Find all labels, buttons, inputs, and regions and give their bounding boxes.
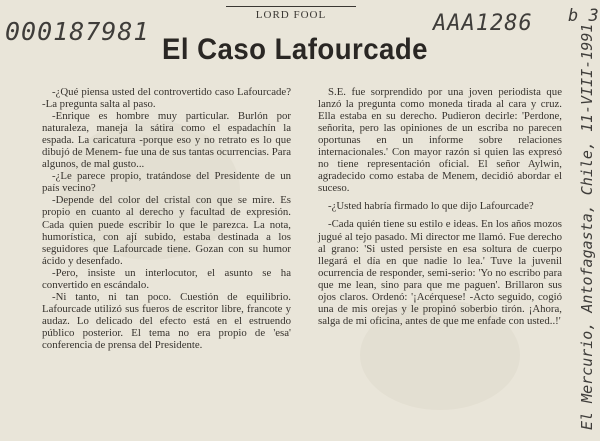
paragraph: -Enrique es hombre muy particular. Burlón por naturaleza, maneja la sátira como el espadachín la espada. La caricatura -porque eso y no retrato es lo que dibujó de Menem- fue una de sus tantas ocurrencias. Para algunos, de mal gusto... — [42, 110, 291, 171]
paragraph: -Ni tanto, ni tan poco. Cuestión de equilibrio. Lafourcade utilizó sus fueros de escritor libre, francote y audaz. Lo delicado del efecto está en el estruendo público posterior. El tema no era propio de 'esa' conferencia de prensa del Presidente. — [42, 290, 291, 351]
left-column — [42, 86, 291, 351]
paragraph: -Cada quién tiene su estilo e ideas. En los años mozos jugué al tejo pasado. Mi director me llamó. Fue derecho al grano: 'Si usted persiste en esa soltura de cuerpo llegará el día en que nadie lo lea.' Tuve la juvenil ocurrencia de responder, semi-serio: 'Yo no escribo para que me lean, sino para que me paguen'. Brillaron sus ojos claros. Ordenó: '¡Acérquese! -Acto seguido, cogió una de mis orejas y le propinó soberbio tirón. ¡Ahora, salga de mi oficina, antes de que me enfade con usted..!' — [318, 218, 562, 327]
paragraph: -Pero, insiste un interlocutor, el asunto se ha convertido en escándalo. — [42, 266, 291, 291]
paragraph: -¿Le parece propio, tratándose del Presidente de un país vecino? — [42, 170, 291, 195]
handwritten-margin-note: El Mercurio, Antofagasta, Chile, 11-VIII-1991 — [578, 23, 596, 430]
handwritten-id-left: 000187981 — [5, 17, 150, 46]
paragraph: S.E. fue sorprendido por una joven periodista que lanzó la pregunta como moneda tirada al cara y cruz. Ella estaba en su derecho. Pudieron decirle: 'Perdone, señorita, pero las opiniones de un escriba no parecen oportunas en un informe sobre relaciones internacionales.' Con mayor razón si quien las expresó no tiene representación oficial. El señor Aylwin, agradecido como estaba de Menem, decidió abordar el suceso. — [318, 86, 562, 195]
right-column — [318, 86, 562, 327]
handwritten-page-mark: b 3 — [568, 6, 599, 26]
headline: El Caso Lafourcade — [162, 33, 428, 66]
handwritten-id-right: AAA1286 — [433, 11, 533, 36]
paragraph: -¿Qué piensa usted del controvertido caso Lafourcade? -La pregunta salta al paso. — [42, 86, 291, 111]
paragraph: -Depende del color del cristal con que se mire. Es propio en cuanto al derecho y facultad de expresión. Cada quien puede escribir lo que le parezca. La nota, humorística, con ají subido, estaba destinada a los seguidores que Lafourcade tiene. Gozan con su humor ácido y desenfado. — [42, 194, 291, 267]
section-label: LORD FOOL — [226, 6, 356, 21]
paragraph: -¿Usted habría firmado lo que dijo Lafourcade? — [328, 200, 534, 213]
